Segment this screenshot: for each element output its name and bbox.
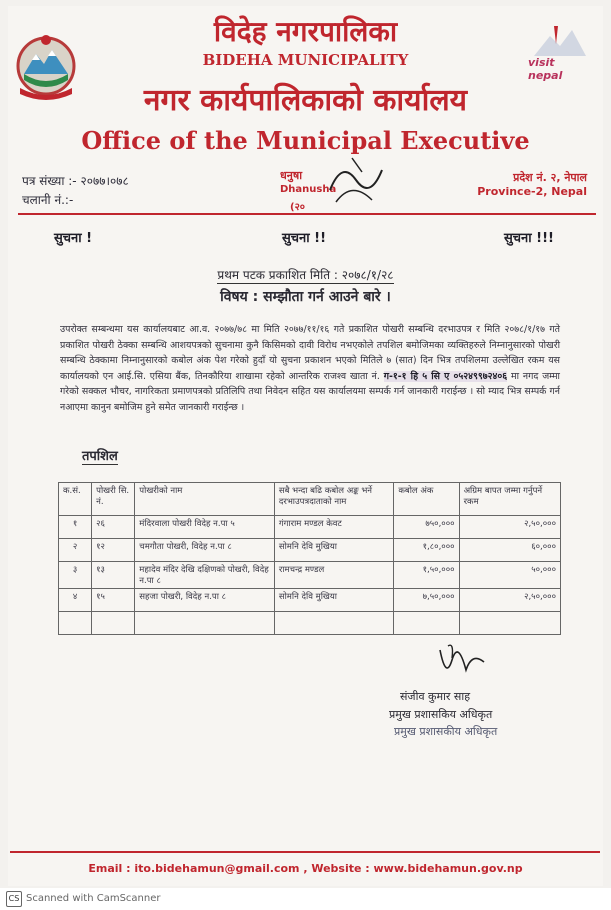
signatory-name: संजीव कुमार साह	[400, 690, 471, 703]
cell-pokhari-name: महादेव मंदिर देखि दक्षिणको पोखरी, विदेह न.पा ८	[135, 562, 275, 589]
cell-empty	[274, 612, 393, 635]
cell-pokhari-no: १२	[92, 539, 135, 562]
cell-empty	[459, 612, 560, 635]
col-advance: अग्रिम बापत जम्मा गर्नुपर्ने रकम	[459, 483, 560, 516]
subject-line: विषय : सम्झौता गर्न आउने बारे ।	[220, 289, 391, 305]
cell-pokhari-name: चमगौता पोखरी, विदेह न.पा ८	[135, 539, 275, 562]
scanner-label: Scanned with CamScanner	[26, 893, 161, 904]
cell-bidder: गंगाराम मण्डल केवट	[274, 516, 393, 539]
cell-advance: २,५०,०००	[459, 589, 560, 612]
cell-pokhari-name: मंदिरवाला पोखरी विदेह न.पा ५	[135, 516, 275, 539]
table-row-empty	[59, 612, 561, 635]
details-table	[58, 482, 561, 635]
patra-value: २०७७।०७८	[80, 174, 129, 188]
cell-pokhari-no: १५	[92, 589, 135, 612]
published-date	[0, 266, 611, 283]
published-date-text: प्रथम पटक प्रकाशित मिति : २०७८/१/२८	[217, 268, 394, 282]
cell-advance: २,५०,०००	[459, 516, 560, 539]
cell-amount: ७,५०,०००	[394, 589, 459, 612]
cell-empty	[394, 612, 459, 635]
office-title-dev: नगर कार्यपालिकाको कार्यालय	[143, 83, 468, 118]
body-text-part2: मा नगद जम्मा गरेको सक्कल भौचर, नागरिकता प्रमाणपत्रको प्रतिलिपि तथा निवेदन सहित यस कार्यालयमा सम्पर्क गर्न जानकारी गराईन्छ । सो म्याद भित्र सम्पर्क गर्न नआएमा कानुन बमोजिम हुने समेत जानकारी गराईन्छ ।	[60, 370, 560, 413]
body-text-part1: उपरोक्त सम्बन्धमा यस कार्यालयबाट आ.व. २०७७/७८ मा मिति २०७७/११/१६ गते प्रकाशित पोखरी सम्बन्धि दरभाउपत्र र मिति २०७८/१/१७ गते प्रकाशित पोखरी ठेक्का सम्बन्धि आशयपत्रको सुचनामा कुनै किसिमको दावी विरोध नभएकोले तपशिल बमोजिमका व्यक्तिहरुले निम्नानुसारको पोखरी सम्बन्धि ठेक्कामा निम्नानुसारको कबोल अंक पेश गरेको हुदाँ यो सुचना प्रकाशन भएको मितिले ७ (सात) दिन भित्र तपशिलमा उल्लेखित रकम यस कार्यालयको एन आई.सि. एसिया बैंक, तिनकौरिया शाखामा रहेको आन्तरिक राजश्व खाता नं.	[60, 324, 560, 382]
col-sn: क.सं.	[59, 483, 92, 516]
reference-number	[22, 172, 129, 189]
table-row	[59, 562, 561, 589]
camscanner-icon: CS	[6, 891, 22, 907]
office-title-en: Office of the Municipal Executive	[81, 126, 530, 155]
cell-advance: ५०,०००	[459, 562, 560, 589]
footer-contact: Email : ito.bidehamun@gmail.com , Website : www.bidehamun.gov.np	[88, 862, 523, 875]
col-bidder: सबै भन्दा बढि कबोल अङ्क भर्ने दरभाउपत्रदाताको नाम	[274, 483, 393, 516]
signature-icon	[432, 640, 492, 688]
table-header-row	[59, 483, 561, 516]
district-year: (२०	[290, 202, 305, 213]
province-en: Province-2, Nepal	[477, 185, 587, 198]
cell-empty	[59, 612, 92, 635]
table-row	[59, 516, 561, 539]
cell-bidder: सोमनि देवि मुखिया	[274, 539, 393, 562]
details-heading: तपशिल	[82, 446, 118, 465]
header-divider	[18, 213, 596, 215]
table-row	[59, 589, 561, 612]
table-row	[59, 539, 561, 562]
cell-amount: १,५०,०००	[394, 562, 459, 589]
col-pokhari-no: पोखरी सि. नं.	[92, 483, 135, 516]
cell-advance: ६०,०००	[459, 539, 560, 562]
cell-bidder: रामचन्द्र मण्डल	[274, 562, 393, 589]
account-number: ग-१-१ हि ५ सि ए ०५२४९९७२४०६	[383, 370, 508, 382]
footer-divider	[10, 851, 600, 853]
visit-nepal-text: visit nepal	[528, 56, 563, 82]
district-en: Dhanusha	[280, 184, 337, 195]
cell-sn: २	[59, 539, 92, 562]
cell-pokhari-name: सहजा पोखरी, विदेह न.पा ८	[135, 589, 275, 612]
patra-label: पत्र संख्या :-	[22, 174, 77, 188]
signatory-title: प्रमुख प्रशासकिय अधिकृत	[389, 708, 493, 721]
district-dev: धनुषा	[280, 169, 303, 182]
cell-sn: ३	[59, 562, 92, 589]
municipality-title-dev: विदेह नगरपालिका	[213, 15, 398, 48]
cell-empty	[135, 612, 275, 635]
cell-sn: ४	[59, 589, 92, 612]
cell-sn: १	[59, 516, 92, 539]
province-dev: प्रदेश नं. २, नेपाल	[513, 171, 587, 184]
col-pokhari-name: पोखरीको नाम	[135, 483, 275, 516]
notice-left: सुचना !	[54, 231, 93, 246]
cell-bidder: सोमनि देवि मुखिया	[274, 589, 393, 612]
signature-stamp-icon	[322, 150, 392, 216]
chalani-label: चलानी नं.:-	[22, 193, 74, 207]
cell-empty	[92, 612, 135, 635]
scanner-bar	[0, 888, 611, 910]
municipality-title-en: BIDEHA MUNICIPALITY	[202, 51, 409, 69]
cell-amount: १,८०,०००	[394, 539, 459, 562]
cell-amount: ७५०,०००	[394, 516, 459, 539]
notice-right: सुचना !!!	[504, 231, 554, 246]
col-amount: कबोल अंक	[394, 483, 459, 516]
cell-pokhari-no: १३	[92, 562, 135, 589]
cell-pokhari-no: २६	[92, 516, 135, 539]
body-paragraph	[60, 322, 560, 415]
notice-center: सुचना !!	[282, 231, 327, 246]
signatory-title-handwritten: प्रमुख प्रशासकीय अधिकृत	[394, 725, 498, 738]
